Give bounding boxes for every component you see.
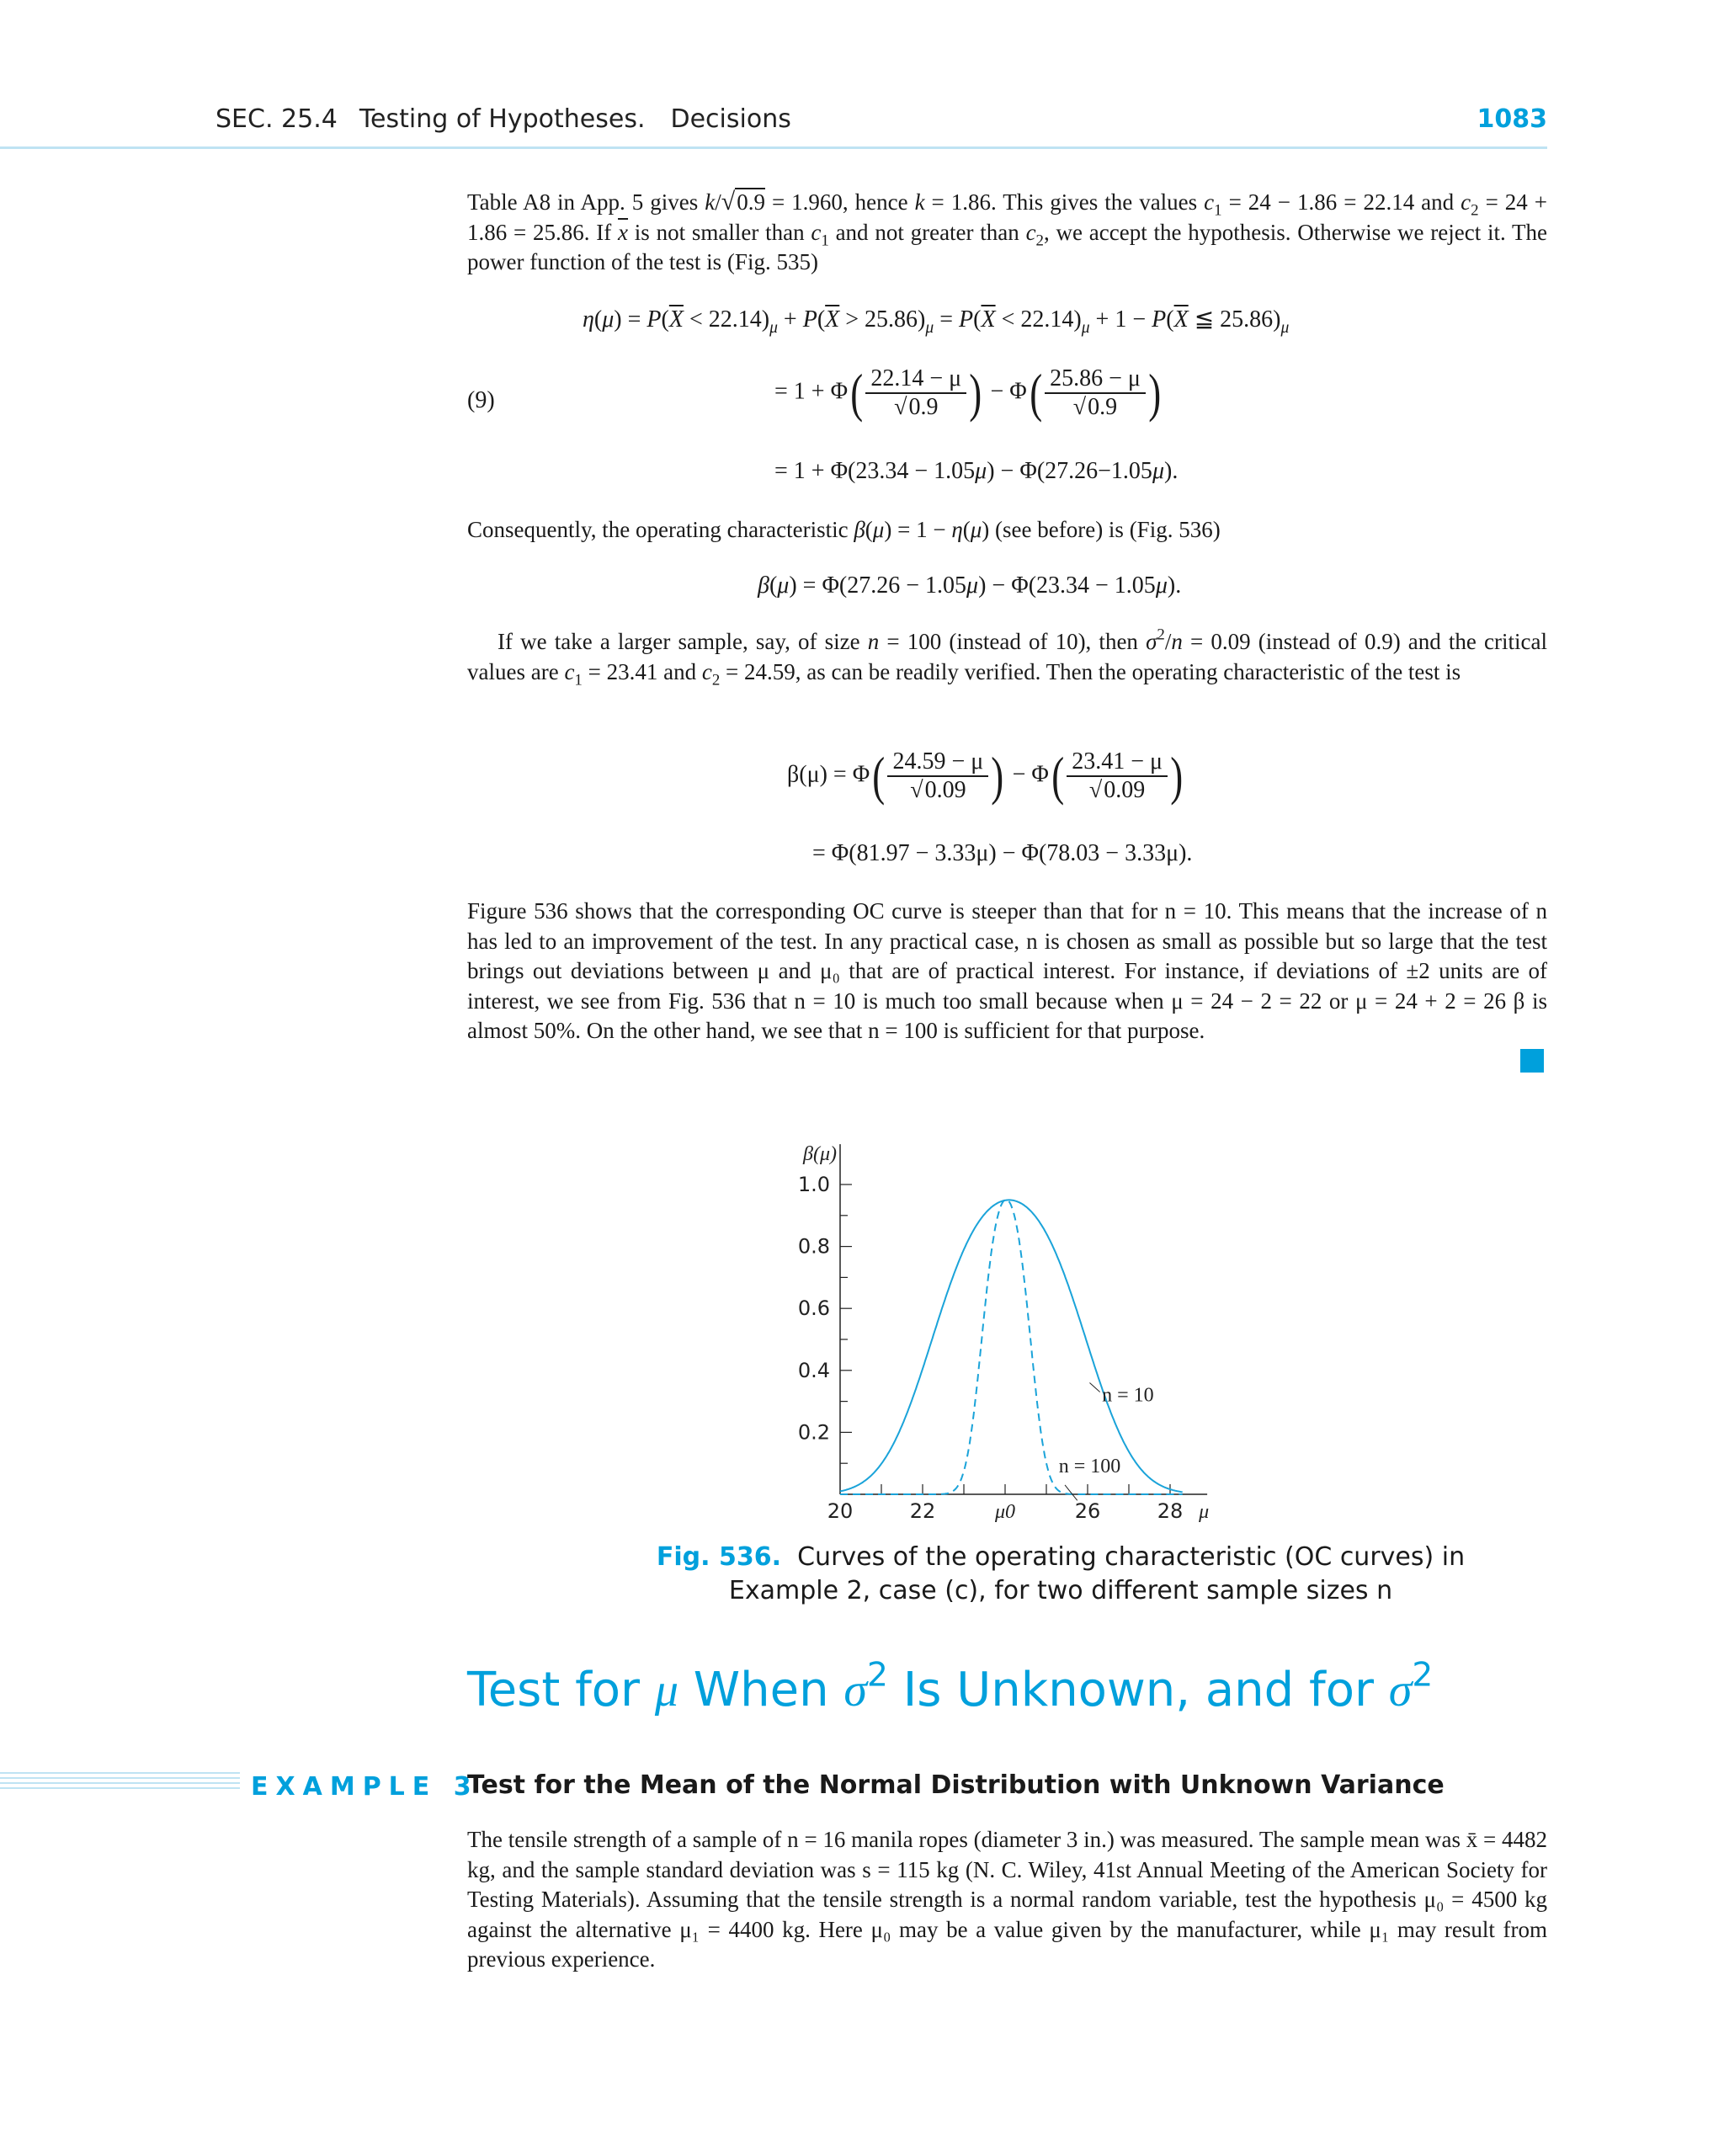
equation-9-line-1: $\eta(\mu) = P(\overline{X} < 22.14)_\mu + P(\overline{X} > 25.86)_\mu = P(\overline{X} < 22.14)_\mu + 1 - P(\overline{X}$ ≦ $25.86)_\mu$: [583, 306, 1290, 337]
caption-line-2: Example 2, case (c), for two different sample sizes n: [728, 1576, 1393, 1605]
text-span: = 0.09 (instead of 0.9) and the critical values are: [467, 629, 1547, 684]
end-of-example-mark: [1520, 1049, 1544, 1073]
eq-prefix: = 1 + Φ: [774, 378, 849, 405]
section-subtitle: Decisions: [670, 104, 791, 134]
text-span: = 23.41 and: [582, 658, 702, 684]
heading-sigma: σ: [843, 1664, 868, 1717]
figure-label: Fig. 536.: [656, 1542, 782, 1572]
eq-minus-phi: − Φ: [1012, 761, 1049, 788]
y-tick-label: 1.0: [797, 1173, 830, 1196]
eq-denominator: 0.9: [908, 394, 939, 420]
paragraph-4: [467, 897, 1547, 1046]
x-tick-label: 28: [1157, 1499, 1184, 1523]
example-title: Test for the Mean of the Normal Distribution with Unknown Variance: [467, 1770, 1445, 1800]
page-header: [0, 99, 1547, 149]
section-title: Testing of Hypotheses.: [359, 104, 646, 134]
y-tick-label: 0.8: [797, 1234, 830, 1259]
x-tick-label: 22: [909, 1499, 936, 1523]
oc-curve-n10: [840, 1200, 1183, 1492]
example-text: The tensile strength of a sample of n = 16 manila ropes (diameter 3 in.) was measured. The sample mean was x̄ = 4482 kg, and the sample standard deviation was s = 115 kg (N. C. Wiley, 41st Annual Meeting of the American Society for Testing Materials). Assuming that the tensile strength is a normal random variable, test the hypothesis μ₀ = 4500 kg against the alternative μ₁ = 4400 kg. Here μ₀ may be a value given by the manufacturer, while μ₁ may result from previous experience.: [467, 1827, 1547, 1972]
y-tick-label: 0.2: [797, 1420, 830, 1445]
eq-minus-phi: − Φ: [990, 378, 1027, 405]
text-span: = 1.960, hence: [764, 189, 915, 215]
eq-denominator: 0.09: [1104, 777, 1146, 803]
x-tick-label: 20: [827, 1499, 854, 1523]
oc-curve-chart: [797, 1137, 1246, 1532]
running-head: [216, 104, 791, 134]
eq-numerator: 22.14 − μ: [865, 365, 966, 394]
y-tick-label: 0.6: [797, 1296, 830, 1321]
figure-caption: [640, 1541, 1482, 1608]
example-label: EXAMPLE 3: [251, 1772, 479, 1802]
x-axis-label: μ: [1199, 1501, 1210, 1523]
x-tick-label: 26: [1074, 1499, 1101, 1523]
equation-beta-2-line-2: = Φ(81.97 − 3.33μ) − Φ(78.03 − 3.33μ).: [812, 840, 1193, 866]
equation-9-line-3: = 1 + Φ(23.34 − 1.05μ) − Φ(27.26−1.05μ).: [774, 458, 1179, 484]
eq-denominator: 0.09: [924, 777, 966, 803]
text-span: is not smaller than: [628, 219, 811, 245]
paragraph-4-text: Figure 536 shows that the corresponding OC curve is steeper than that for n = 10. This means that the increase of n has led to an improvement of the test. In any practical case, n is chosen as small as possible but so large that the test brings out deviations between μ and μ₀ that are of practical interest. For instance, if deviations of ±2 units are of interest, we see from Fig. 536 that n = 10 is much too small because when μ = 24 − 2 = 22 or μ = 24 + 2 = 26 β is almost 50%. On the other hand, we see that n = 100 is sufficient for that purpose.: [467, 898, 1547, 1043]
caption-line-1: Curves of the operating characteristic (OC curves) in: [797, 1542, 1466, 1572]
equation-beta-2-line-1: β(μ) = Φ( $\frac{24.59 - \mu}{√0.09}$ ) − Φ( $\frac{23.41 - \mu}{√0.09}$ ): [787, 746, 1184, 806]
x-tick-label: μ0: [994, 1501, 1016, 1523]
example-rule-lines: [0, 1772, 240, 1792]
paragraph-1: Table A8 in App. 5 gives k/√0.9 = 1.960, hence k = 1.86. This gives the values $c_1 = 24 - 1.86 = 22.14$ and $c_2 = 24 + 1.86 = 25.86$. If $\overline{x}$ is not smaller than $c_1$ and not greater than $c_2$, we accept the hypothesis. Otherwise we reject it. The power function of the test is (Fig. 535): [467, 188, 1547, 274]
paragraph-2: Consequently, the operating characteristic β(μ) = 1 − η(μ) (see before) is (Fig. 536): [467, 517, 1221, 542]
page-number: 1083: [1477, 104, 1547, 134]
y-tick-label: 0.4: [797, 1358, 830, 1382]
heading-mu: μ: [654, 1664, 678, 1717]
equation-beta: β(μ) = Φ(27.26 − 1.05μ) − Φ(23.34 − 1.05μ).: [758, 572, 1182, 599]
chart-ticks: [840, 1184, 1170, 1494]
eq-numerator: 24.59 − μ: [887, 748, 988, 777]
text-span: If we take a larger sample, say, of size: [498, 629, 868, 654]
series-leader-n10: [1089, 1383, 1099, 1392]
heading-sigma: σ: [1388, 1664, 1413, 1717]
example-3-body: [467, 1825, 1547, 1975]
text-span: = 24 + 1.86 = 25.86. If: [467, 189, 1547, 245]
series-label-n100: n = 100: [1058, 1456, 1121, 1478]
equation-9-line-2: = 1 + Φ( $\frac{22.14 - \mu}{√0.9}$ ) − Φ( $\frac{25.86 - \mu}{√0.9}$ ): [774, 363, 1162, 423]
text-span: = 24.59, as can be readily verified. Then the operating characteristic of the test is: [720, 658, 1461, 684]
section-heading: Test for μ When $\sigma^2$ Is Unknown, and for $\sigma^2$: [467, 1656, 1434, 1717]
heading-part: When: [678, 1663, 844, 1717]
heading-part: Test for: [467, 1663, 655, 1717]
text-span: , we accept the hypothesis. Otherwise we reject it. The power function of the test is (Fig. 535): [467, 219, 1547, 274]
paragraph-3: If we take a larger sample, say, of size n = 100 (instead of 10), then $\sigma^2/n = 0.09$ (instead of 0.9) and the critical values are $c_1 = 23.41$ and $c_2 = 24.59$, as can be readily verified. Then the operating characteristic of the test is: [467, 626, 1547, 689]
eq-prefix: β(μ) = Φ: [787, 761, 870, 788]
y-axis-label: β(μ): [803, 1143, 837, 1166]
text-span: = 1.86. This gives the values: [924, 189, 1205, 215]
eq-numerator: 23.41 − μ: [1067, 748, 1168, 777]
eq-numerator: 25.86 − μ: [1045, 365, 1146, 394]
text-span: and not greater than: [828, 219, 1026, 245]
eq-denominator: 0.9: [1088, 394, 1118, 420]
text-span: = 100 (instead of 10), then: [879, 629, 1147, 654]
text-span: = 24 − 1.86 = 22.14 and: [1221, 189, 1461, 215]
series-leader-n100: [1065, 1485, 1078, 1500]
equation-number: (9): [467, 387, 495, 413]
section-number: SEC. 25.4: [216, 104, 338, 134]
text-span: Table A8 in App. 5 gives: [467, 189, 705, 215]
chart-curves: [840, 1200, 1183, 1494]
oc-curve-n100: [840, 1200, 1183, 1494]
figure-536: [797, 1137, 1246, 1536]
series-label-n10: n = 10: [1102, 1384, 1154, 1407]
heading-part: Is Unknown, and for: [887, 1663, 1389, 1717]
